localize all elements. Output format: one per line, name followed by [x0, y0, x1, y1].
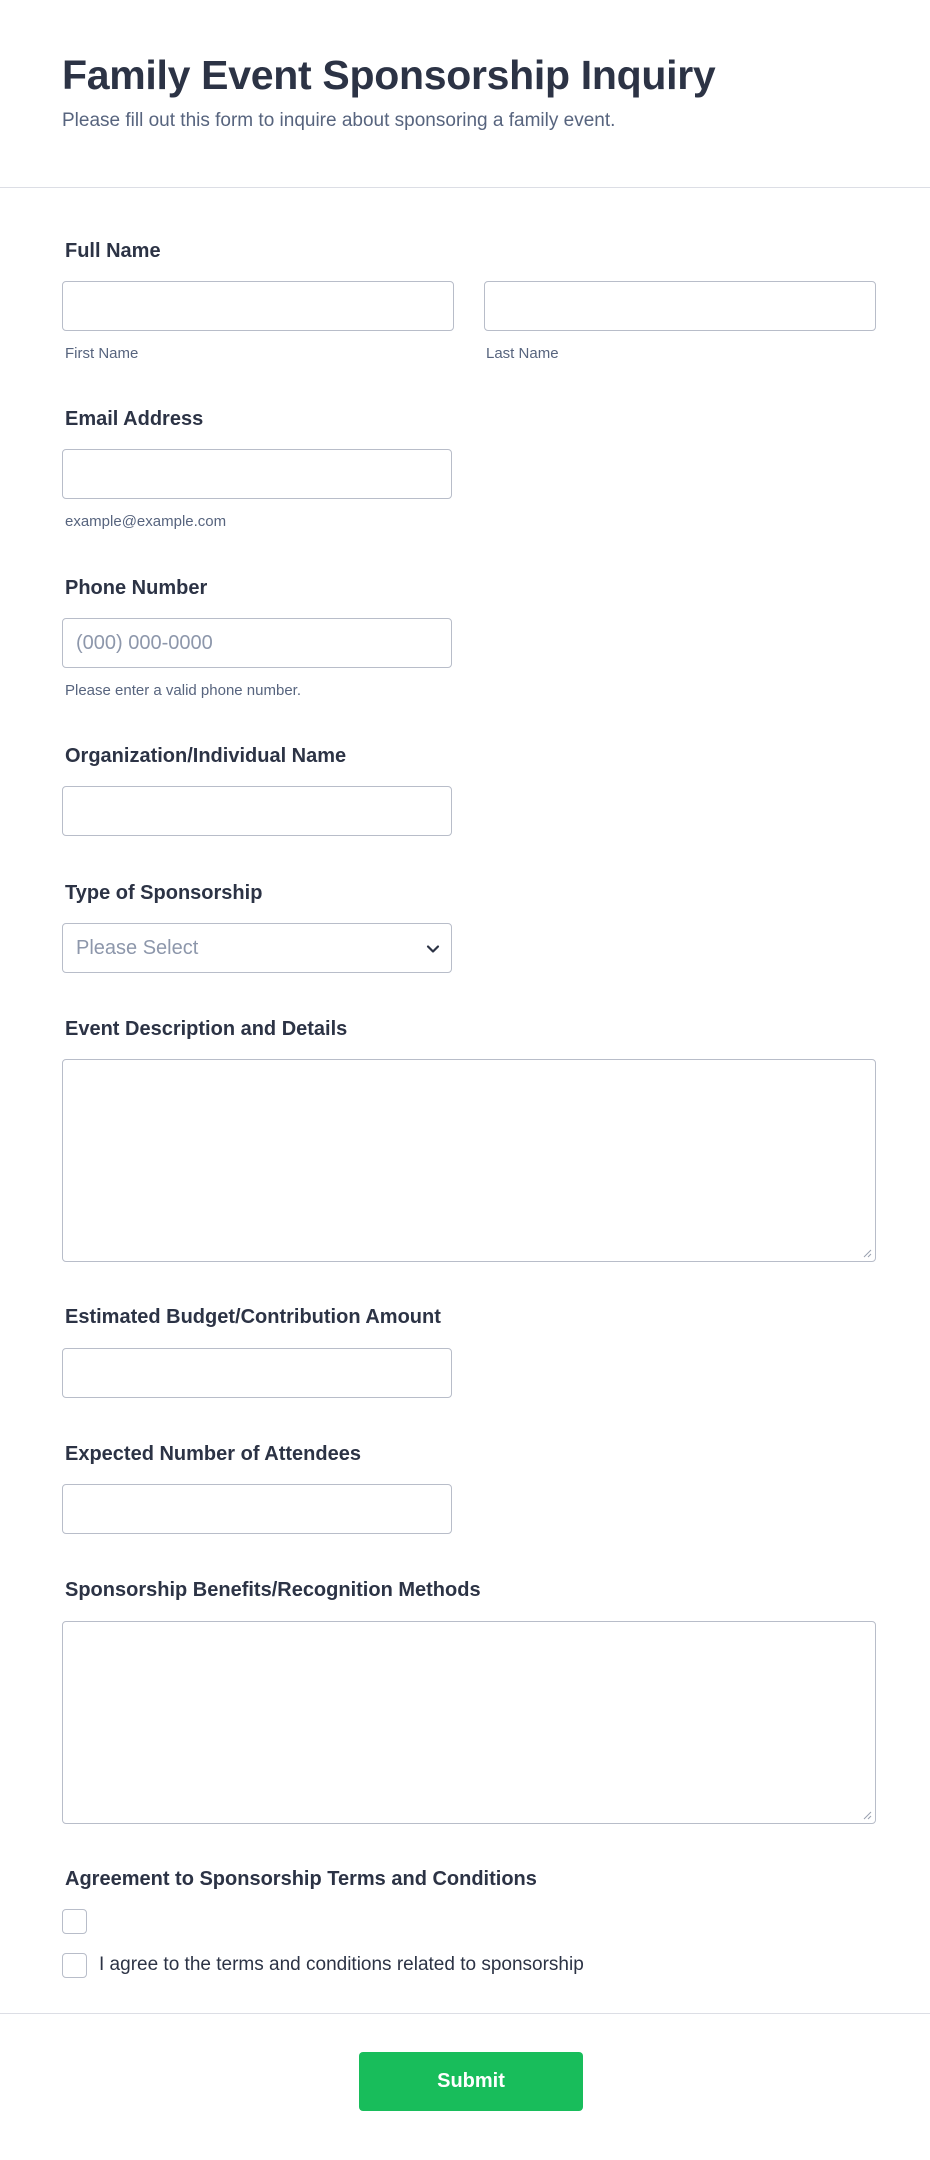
email-sublabel: example@example.com	[65, 513, 227, 530]
sponsorship-type-value: Please Select	[76, 937, 199, 959]
submit-button[interactable]: Submit	[359, 2052, 583, 2111]
benefits-label: Sponsorship Benefits/Recognition Methods	[65, 1579, 481, 1601]
attendees-label: Expected Number of Attendees	[65, 1443, 361, 1465]
organization-label: Organization/Individual Name	[65, 745, 347, 767]
form-header	[0, 0, 930, 188]
first-name-sublabel: First Name	[65, 345, 139, 362]
email-label: Email Address	[65, 408, 204, 430]
phone-sublabel: Please enter a valid phone number.	[65, 682, 301, 699]
phone-label: Phone Number	[65, 577, 208, 599]
agreement-checkbox-empty[interactable]	[62, 1909, 87, 1934]
event-description-label: Event Description and Details	[65, 1018, 348, 1040]
agreement-label: Agreement to Sponsorship Terms and Conditions	[65, 1868, 537, 1890]
form-subtitle: Please fill out this form to inquire about sponsoring a family event.	[62, 110, 616, 131]
full-name-label: Full Name	[65, 240, 161, 262]
sponsorship-type-label: Type of Sponsorship	[65, 882, 263, 904]
last-name-field[interactable]	[484, 281, 876, 331]
first-name-field[interactable]	[62, 281, 454, 331]
organization-field[interactable]	[62, 786, 452, 836]
email-field[interactable]	[62, 449, 452, 499]
agreement-checkbox-label[interactable]: I agree to the terms and conditions related to sponsorship	[99, 1954, 584, 1975]
agreement-checkbox[interactable]	[62, 1953, 87, 1978]
sponsorship-type-select[interactable]	[62, 923, 452, 973]
chevron-down-icon	[423, 939, 443, 959]
phone-field[interactable]	[62, 618, 452, 668]
last-name-sublabel: Last Name	[486, 345, 559, 362]
budget-label: Estimated Budget/Contribution Amount	[65, 1306, 441, 1328]
footer-divider	[0, 2013, 930, 2014]
attendees-field[interactable]	[62, 1484, 452, 1534]
form-title: Family Event Sponsorship Inquiry	[62, 52, 716, 98]
benefits-textarea[interactable]	[62, 1621, 876, 1824]
budget-field[interactable]	[62, 1348, 452, 1398]
event-description-textarea[interactable]	[62, 1059, 876, 1262]
resize-grip-icon[interactable]	[862, 1248, 872, 1258]
resize-grip-icon[interactable]	[862, 1810, 872, 1820]
